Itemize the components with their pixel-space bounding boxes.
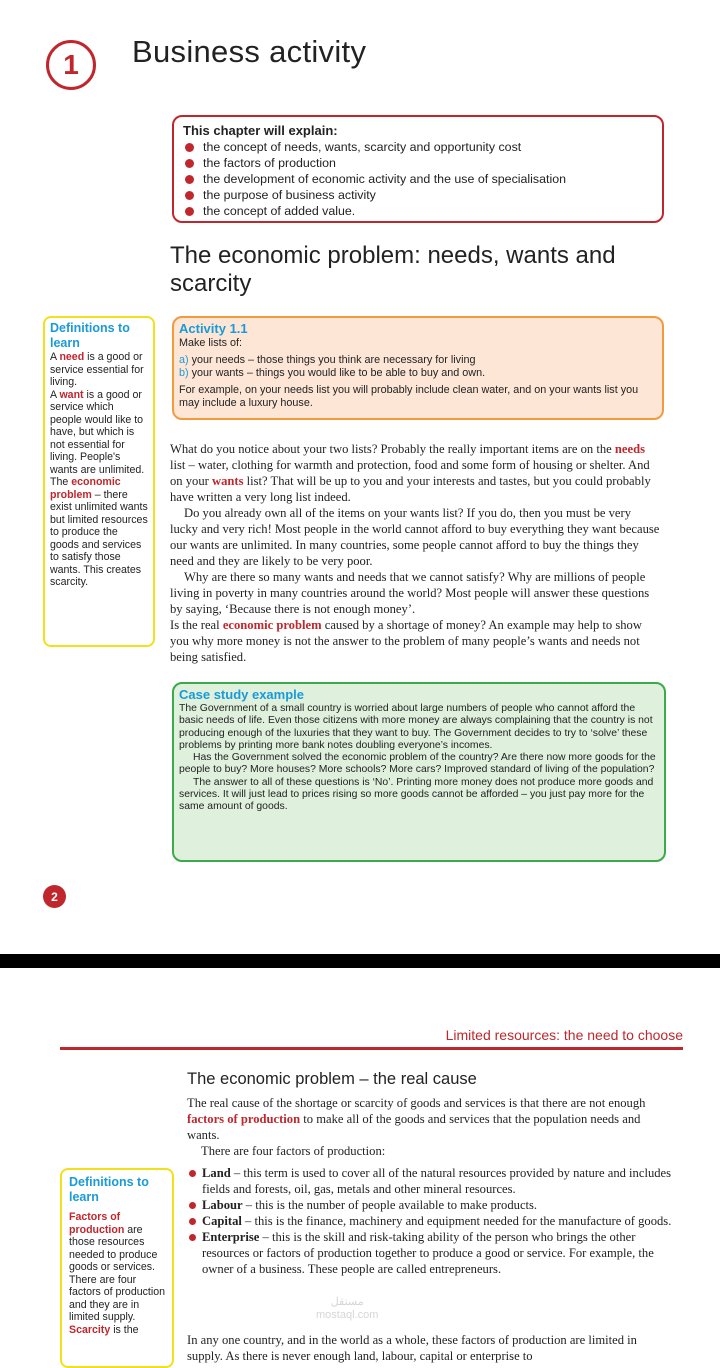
paragraph [187,1095,667,1143]
item-label: a) [179,354,189,366]
definitions-box [43,316,155,647]
chapter-number-badge: 1 [46,40,96,90]
list-item [187,1197,683,1213]
text: The real cause of the shortage or scarcity of goods and services is that there are not enough [187,1096,646,1110]
section-heading: The economic problem – the real cause [187,1070,477,1088]
factor-term: Capital [202,1214,242,1228]
watermark-ar: مستقل [330,1296,364,1308]
definition-text: is a good or service essential for living. [50,351,144,388]
explain-item: the purpose of business activity [183,187,653,203]
chapter-explain-box [172,115,664,223]
explain-item: the factors of production [183,155,653,171]
definition-economic-problem [50,476,148,589]
list-item [187,1229,683,1277]
running-head: Limited resources: the need to choose [445,1027,683,1043]
keyword: needs [614,442,645,456]
chapter-title: Business activity [132,34,367,69]
definition-scarcity [69,1324,165,1337]
definition-text: is the [113,1323,139,1336]
paragraph: Has the Government solved the economic problem of the country? Are there now more goods for the people to buy? More houses? More schools? More cars? Improved standard of living of the population? [179,752,656,776]
paragraph: Do you already own all of the items on your wants list? If you do, then you must be very lucky and very rich! Most people in the world cannot afford to buy everything they want because our wants are unlimited. In many countries, some people cannot afford to buy the things they need and they are likely to be very poor. [170,506,660,568]
paragraph [170,441,662,505]
definition-text: are those resources needed to produce goods or services. There are four factors of production and they are in limited supply. [69,1223,165,1323]
activity-note: For example, on your needs list you will probably include clean water, and on your wants list you may include a luxury house. [179,384,639,409]
definition-term: need [59,351,85,363]
activity-heading: Activity 1.1 [179,321,248,336]
definition-text: – there exist unlimited wants but limited resources to produce the goods and services to satisfy those wants. This creates scarcity. [50,488,148,588]
paragraph: In any one country, and in the world as a whole, these factors of production are limited in supply. As there is never enough land, labour, capital or enterprise to [187,1333,637,1363]
definition-text: The [50,476,69,488]
factor-term: Enterprise [202,1230,260,1244]
paragraph: There are four factors of production: [201,1144,386,1158]
activity-intro: Make lists of: [179,337,242,349]
item-text: your needs – those things you think are necessary for living [191,354,476,366]
factor-text: – this is the number of people available to make products. [245,1198,538,1212]
item-text: your wants – things you would like to be able to buy and own. [191,367,486,379]
text: What do you notice about your two lists? Probably the really important items are on the [170,442,612,456]
explain-item: the development of economic activity and the use of specialisation [183,171,653,187]
body-text [187,1332,667,1364]
definitions-box [60,1168,174,1368]
definition-text: is a good or service which people would like to have, but which is not essential for living. People's wants are unlimited. [50,388,145,476]
factor-text: – this term is used to cover all of the natural resources provided by nature and includes fields and forests, oil, gas, metals and other mineral resources. [202,1166,672,1196]
section-heading: The economic problem: needs, wants and scarcity [170,242,616,297]
factor-term: Labour [202,1198,243,1212]
text: list? That will be up to you and your interests and tastes, but you could probably have written a very long list indeed. [170,474,651,504]
definition-need [50,351,148,389]
definition-term: Scarcity [69,1323,111,1336]
page-number-badge: 2 [43,885,66,908]
body-text [187,1095,667,1159]
list-item [187,1213,683,1229]
body-text [170,441,662,665]
watermark [316,1296,378,1322]
keyword: wants [211,474,244,488]
definition-text: A [50,388,57,401]
definition-term: Factors of production [69,1211,125,1236]
text: to make all of the goods and services that the population needs and wants. [187,1112,641,1142]
definition-term: want [59,388,84,401]
factor-text: – this is the skill and risk-taking ability of the person who brings the other resources or factors of production together to produce a good or service. For example, the owner of a business. These people are called entrepreneurs. [202,1230,654,1276]
definition-factors-of-production [69,1211,165,1324]
explain-item: the concept of needs, wants, scarcity and opportunity cost [183,139,653,155]
text: caused by a shortage of money? An example may help to show you why more money is not the answer to the problem of many people’s wants and needs not being satisfied. [170,618,642,664]
case-study-box [172,682,666,862]
paragraph: The answer to all of these questions is ‘No’. Printing more money does not produce more goods and services. It will just lead to prices rising so more goods cannot be afforded – you just pay more for the same amount of goods. [179,776,654,813]
factor-text: – this is the finance, machinery and equipment needed for the manufacture of goods. [245,1214,672,1228]
explain-item: the concept of added value. [183,203,653,219]
activity-item-a [179,354,657,367]
paragraph [170,617,662,665]
definition-term: economic problem [50,476,121,501]
text: Is the real [170,618,220,632]
item-label: b) [179,367,189,379]
factors-list [187,1165,683,1277]
definitions-heading: Definitions to learn [69,1175,149,1204]
activity-box [172,316,664,420]
factor-term: Land [202,1166,231,1180]
explain-heading: This chapter will explain: [183,123,338,138]
page-divider [0,954,720,968]
running-head-rule [60,1047,683,1050]
list-item [187,1165,683,1197]
paragraph: Why are there so many wants and needs that we cannot satisfy? Why are millions of people living in poverty in many countries around the world? Most people will answer these questions by saying, ‘Because there is not enough money’. [170,570,650,616]
definitions-heading: Definitions to learn [50,321,130,350]
watermark-en: mostaql.com [316,1309,379,1321]
case-study-heading: Case study example [179,687,305,702]
text: list – water, clothing for warmth and protection, food and some form of housing or shelter. And on your [170,458,650,488]
activity-item-b [179,367,657,380]
definition-text: A [50,351,57,363]
definition-want [50,389,148,477]
paragraph: The Government of a small country is worried about large numbers of people who cannot afford the basic needs of life. Even those citizens with more money are always complaining that the country is not producing enough of the luxuries that they want to buy. The Government decides to try to ‘solve’ these problems by printing more bank notes doubling everyone’s incomes. [179,703,653,751]
keyword: economic problem [222,618,322,632]
keyword: factors of production [187,1112,301,1126]
